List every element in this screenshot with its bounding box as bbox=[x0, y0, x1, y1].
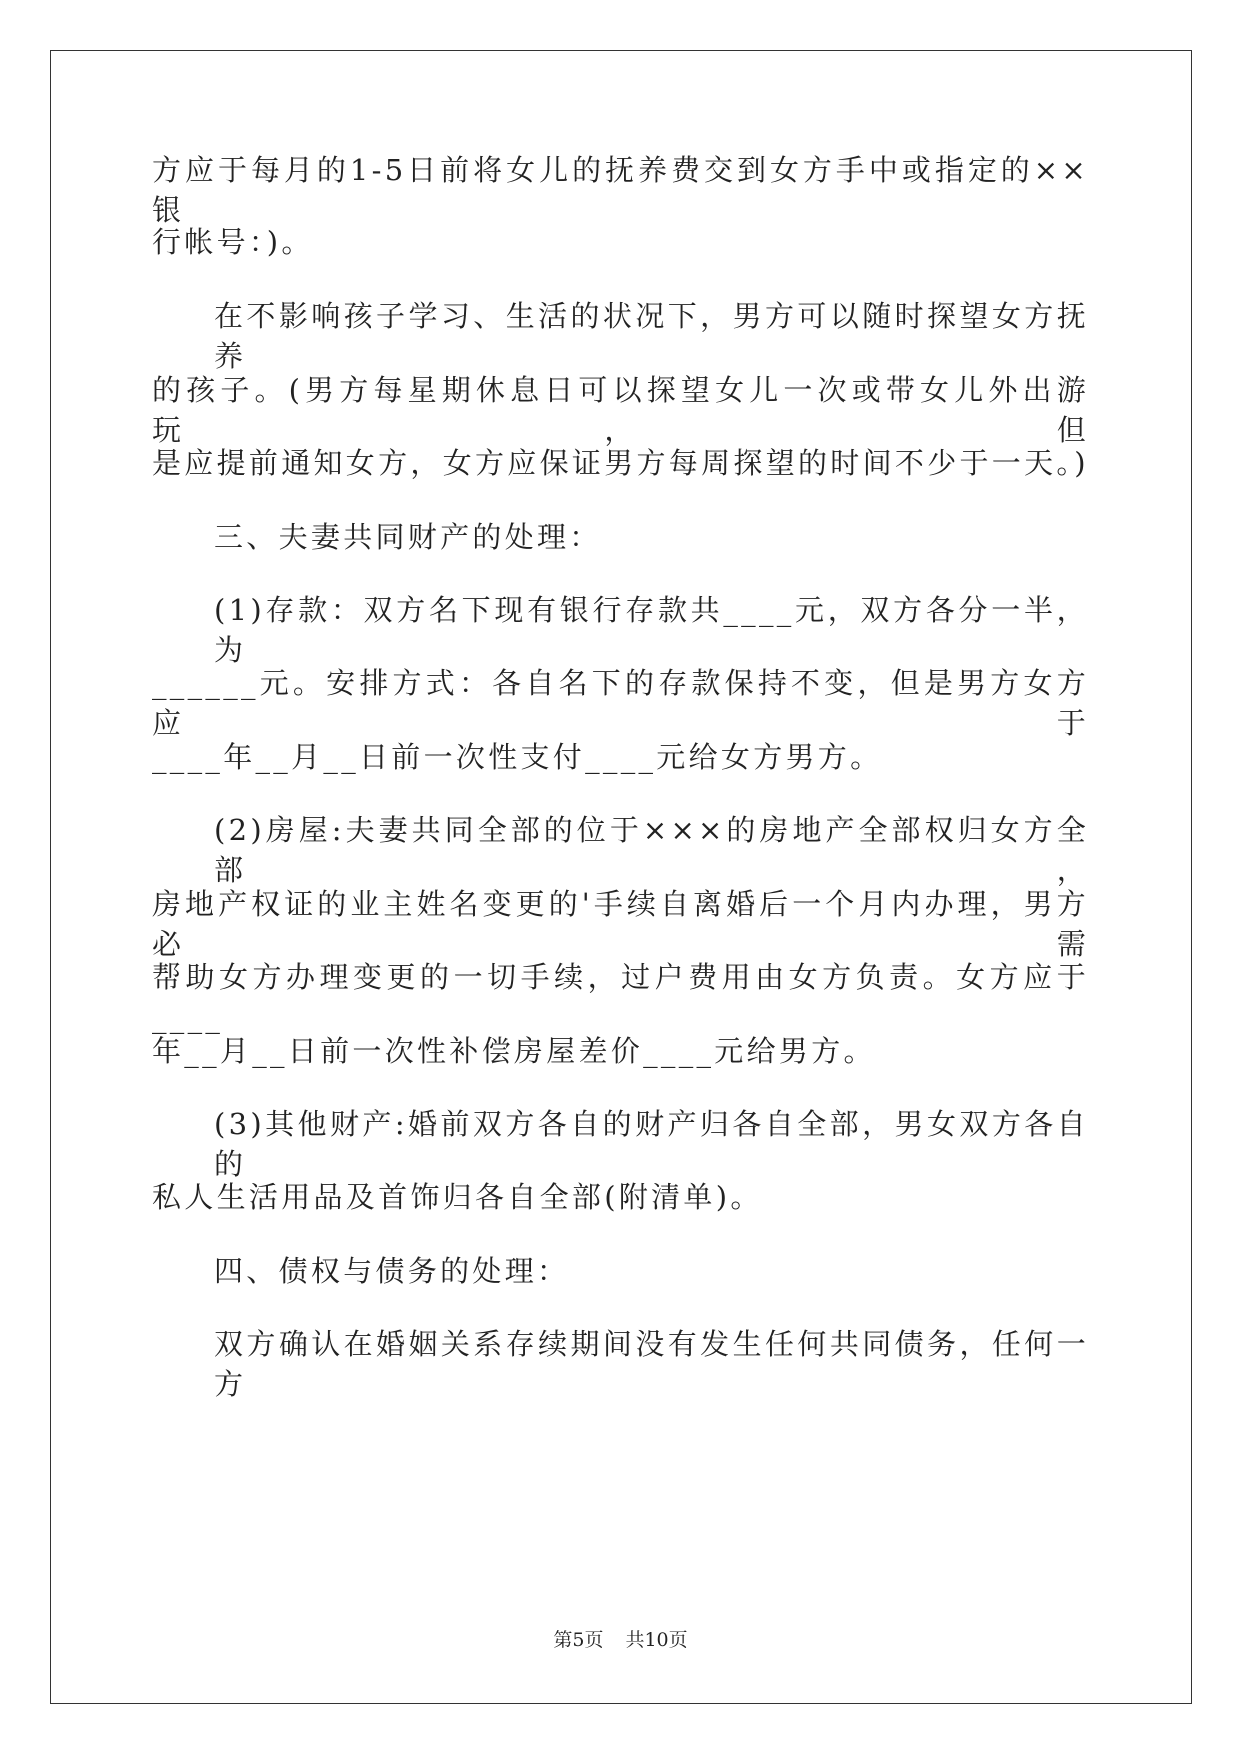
page-total: 共10页 bbox=[625, 1629, 688, 1651]
text-line: 的孩子。(男方每星期休息日可以探望女儿一次或带女儿外出游玩，但 bbox=[152, 373, 1089, 447]
text-line: 房地产权证的业主姓名变更的'手续自离婚后一个月内办理，男方必需 bbox=[152, 887, 1089, 961]
text-line: ____年__月__日前一次性支付____元给女方男方。 bbox=[152, 740, 883, 774]
text-line: (3)其他财产:婚前双方各自的财产归各自全部，男女双方各自的 bbox=[214, 1107, 1089, 1181]
text-line: 帮助女方办理变更的一切手续，过户费用由女方负责。女方应于____ bbox=[152, 960, 1089, 1034]
page-footer bbox=[0, 1628, 1241, 1652]
text-line: 行帐号：)。 bbox=[152, 225, 314, 259]
text-line: 双方确认在婚姻关系存续期间没有发生任何共同债务，任何一方 bbox=[214, 1327, 1089, 1401]
text-line: 私人生活用品及首饰归各自全部(附清单)。 bbox=[152, 1180, 763, 1214]
text-line: 方应于每月的1-5日前将女儿的抚养费交到女方手中或指定的××银 bbox=[152, 153, 1089, 227]
text-line: 在不影响孩子学习、生活的状况下，男方可以随时探望女方抚养 bbox=[214, 299, 1089, 373]
text-line: 是应提前通知女方，女方应保证男方每周探望的时间不少于一天。) bbox=[152, 446, 1089, 480]
text-line: (2)房屋:夫妻共同全部的位于×××的房地产全部权归女方全部， bbox=[214, 813, 1089, 887]
text-line: 年__月__日前一次性补偿房屋差价____元给男方。 bbox=[152, 1034, 876, 1068]
page-number: 第5页 bbox=[553, 1629, 604, 1651]
section-heading: 四、债权与债务的处理： bbox=[214, 1254, 570, 1288]
section-heading: 三、夫妻共同财产的处理： bbox=[214, 520, 602, 554]
text-line: (1)存款：双方名下现有银行存款共____元，双方各分一半，为 bbox=[214, 593, 1089, 667]
text-line: ______元。安排方式：各自名下的存款保持不变，但是男方女方应于 bbox=[152, 666, 1089, 740]
